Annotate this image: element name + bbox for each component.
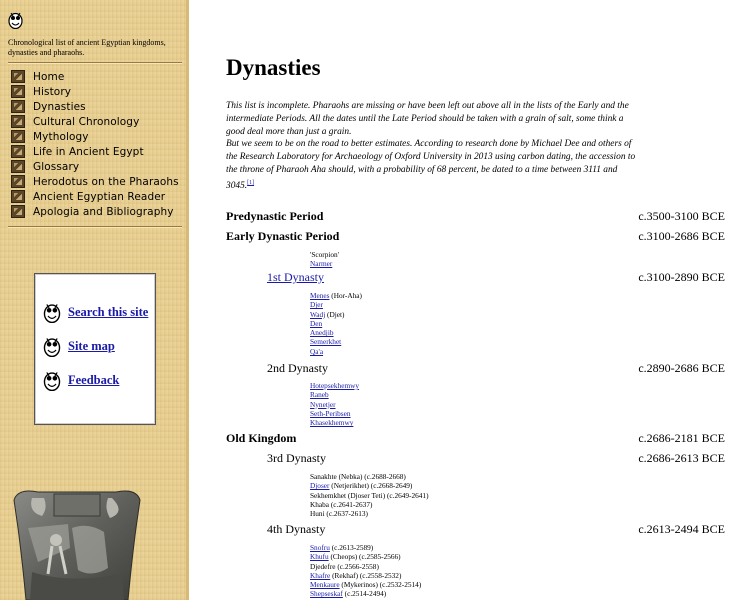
king-link[interactable]: Raneb bbox=[310, 390, 329, 400]
nav-bullet-icon bbox=[11, 145, 25, 158]
nav-link[interactable]: Glossary bbox=[33, 160, 80, 173]
king-link[interactable]: Seth-Peribsen bbox=[310, 408, 351, 418]
king-item[interactable] bbox=[310, 580, 421, 589]
period-name: Predynastic Period bbox=[226, 209, 324, 223]
king-link[interactable]: Shepseskaf bbox=[310, 589, 343, 599]
intro-paragraph-1: This list is incomplete. Pharaohs are missing or have been left out above all in the lists of the Early and the intermediate Periods. All the dates until the Late Period should be taken with a grain of salt, some think a good deal more than just a grain. bbox=[226, 101, 629, 137]
period-row-predynastic bbox=[226, 209, 729, 225]
king-item[interactable] bbox=[310, 409, 359, 418]
dynasty-date: c.2686-2613 BCE bbox=[638, 451, 725, 465]
king-item bbox=[310, 472, 429, 481]
king-text: (Netjerikhet) (c.2668-2649) bbox=[329, 481, 413, 491]
king-item[interactable] bbox=[310, 481, 429, 490]
king-text: (Cheops) (c.2585-2566) bbox=[328, 552, 401, 562]
sidebar-divider bbox=[8, 62, 182, 64]
period-date: c.3100-2686 BCE bbox=[638, 229, 725, 243]
king-text: (Hor-Aha) bbox=[329, 291, 362, 300]
king-item[interactable] bbox=[310, 319, 362, 328]
sidebar bbox=[0, 0, 189, 600]
king-text: Sanakhte (Nebka) (c.2688-2668) bbox=[310, 472, 406, 481]
search-site-item[interactable] bbox=[43, 301, 148, 323]
king-link[interactable]: Khasekhemwy bbox=[310, 418, 354, 428]
king-link[interactable]: Hotepsekhemwy bbox=[310, 381, 360, 390]
nav-bullet-icon bbox=[11, 100, 25, 113]
nav-link[interactable]: Cultural Chronology bbox=[33, 115, 140, 128]
nav-bullet-icon bbox=[11, 85, 25, 98]
king-item[interactable] bbox=[310, 300, 362, 309]
search-site-link[interactable]: Search this site bbox=[68, 304, 149, 319]
intro-paragraph-2 bbox=[226, 138, 636, 192]
dynasty-name: 3rd Dynasty bbox=[267, 451, 326, 465]
king-link[interactable]: Menes bbox=[310, 291, 330, 300]
king-link[interactable]: Menkaure bbox=[310, 580, 340, 590]
sidebar-item-home[interactable] bbox=[11, 69, 179, 84]
dynasty-date: c.2890-2686 BCE bbox=[638, 361, 725, 375]
dynasty-date: c.3100-2890 BCE bbox=[638, 270, 725, 284]
narmer-palette-image bbox=[8, 488, 146, 600]
king-item[interactable] bbox=[310, 390, 359, 399]
king-link[interactable]: Narmer bbox=[310, 259, 333, 269]
king-text: 'Scorpion' bbox=[310, 250, 339, 259]
site-map-item[interactable] bbox=[43, 335, 115, 357]
dynasty-row-4 bbox=[226, 522, 729, 538]
king-item[interactable] bbox=[310, 571, 421, 580]
sidebar-edge bbox=[186, 0, 189, 600]
footnote-link[interactable]: [1] bbox=[247, 179, 255, 186]
king-link[interactable]: Wadj bbox=[310, 309, 326, 319]
nav-link[interactable]: Ancient Egyptian Reader bbox=[33, 190, 166, 203]
dynasty-name: 4th Dynasty bbox=[267, 522, 326, 536]
king-item bbox=[310, 250, 339, 259]
king-link[interactable]: Anedjib bbox=[310, 328, 334, 338]
king-item[interactable] bbox=[310, 328, 362, 337]
king-item[interactable] bbox=[310, 400, 359, 409]
sidebar-item-apologia[interactable] bbox=[11, 204, 179, 219]
owl-icon bbox=[43, 369, 61, 391]
king-item[interactable] bbox=[310, 291, 362, 300]
king-text: (c.2613-2589) bbox=[329, 543, 374, 552]
dynasty-4-kings bbox=[310, 543, 421, 599]
sidebar-divider bbox=[8, 226, 182, 228]
nav-bullet-icon bbox=[11, 175, 25, 188]
period-name: Old Kingdom bbox=[226, 431, 297, 445]
sidebar-item-mythology[interactable] bbox=[11, 129, 179, 144]
nav-link[interactable]: Herodotus on the Pharaohs bbox=[33, 175, 179, 188]
king-text: Huni (c.2637-2613) bbox=[310, 509, 368, 519]
king-item[interactable] bbox=[310, 543, 421, 552]
king-item[interactable] bbox=[310, 418, 359, 427]
nav-bullet-icon bbox=[11, 160, 25, 173]
nav-link[interactable]: History bbox=[33, 85, 72, 98]
king-item[interactable] bbox=[310, 337, 362, 346]
main-content bbox=[226, 0, 731, 600]
king-item[interactable] bbox=[310, 381, 359, 390]
king-item[interactable] bbox=[310, 347, 362, 356]
period-date: c.2686-2181 BCE bbox=[638, 431, 725, 445]
king-link[interactable]: Den bbox=[310, 318, 323, 328]
king-item bbox=[310, 509, 429, 518]
nav-bullet-icon bbox=[11, 130, 25, 143]
king-text: (Rekhaf) (c.2558-2532) bbox=[330, 570, 402, 580]
dynasty-row-2 bbox=[226, 361, 729, 377]
site-map-link[interactable]: Site map bbox=[68, 338, 115, 353]
nav-link[interactable]: Home bbox=[33, 70, 65, 83]
king-link[interactable]: Semerkhet bbox=[310, 337, 342, 347]
site-description: Chronological list of ancient Egyptian kingdoms, dynasties and pharaohs. bbox=[8, 38, 166, 57]
dynasty-date: c.2613-2494 BCE bbox=[638, 522, 725, 536]
sidebar-item-dynasties[interactable] bbox=[11, 99, 179, 114]
intro-text bbox=[226, 100, 636, 193]
sidebar-item-history[interactable] bbox=[11, 84, 179, 99]
dynasty-link[interactable]: 1st Dynasty bbox=[267, 270, 324, 284]
king-text: Djedefre (c.2566-2558) bbox=[310, 561, 379, 571]
king-link[interactable]: Khufu bbox=[310, 552, 329, 562]
dynasty-name: 2nd Dynasty bbox=[267, 361, 328, 375]
feedback-link[interactable]: Feedback bbox=[68, 372, 120, 387]
king-item bbox=[310, 491, 429, 500]
dynasty-3-kings bbox=[310, 472, 429, 518]
king-item[interactable] bbox=[310, 589, 421, 598]
owl-icon bbox=[43, 335, 61, 357]
sidebar-item-life[interactable] bbox=[11, 144, 179, 159]
nav-link[interactable]: Dynasties bbox=[33, 100, 86, 113]
early-kings-list bbox=[310, 250, 339, 269]
dynasty-1-kings bbox=[310, 291, 362, 356]
king-item bbox=[310, 500, 429, 509]
king-item bbox=[310, 562, 421, 571]
period-row-early-dynastic bbox=[226, 229, 729, 245]
intro-paragraph-2-text: But we seem to be on the road to better estimates. According to research done by Michael Dee and others of the Research Laboratory for Archaeology of Oxford University in 2013 using carbon dating, the accession to the throne of Pharaoh Aha should, with a probability of 68 percent, be dated to a time between 3111 and 3045. bbox=[226, 139, 636, 191]
period-name: Early Dynastic Period bbox=[226, 229, 340, 243]
dynasty-row-1 bbox=[226, 270, 729, 286]
king-link[interactable]: Qa'a bbox=[310, 346, 324, 356]
king-link[interactable]: Snofru bbox=[310, 543, 330, 552]
king-text: (Mykerinos) (c.2532-2514) bbox=[339, 580, 422, 590]
nav-bullet-icon bbox=[11, 115, 25, 128]
king-item[interactable] bbox=[310, 552, 421, 561]
nav-link[interactable]: Life in Ancient Egypt bbox=[33, 145, 144, 158]
king-link[interactable]: Khafre bbox=[310, 570, 331, 580]
nav-bullet-icon bbox=[11, 70, 25, 83]
owl-logo-icon[interactable] bbox=[8, 10, 23, 29]
dynasty-2-kings bbox=[310, 381, 359, 427]
king-link[interactable]: Nynetjer bbox=[310, 399, 336, 409]
site-tools-box bbox=[34, 273, 156, 425]
period-row-old-kingdom bbox=[226, 431, 729, 447]
period-date: c.3500-3100 BCE bbox=[638, 209, 725, 223]
king-item[interactable] bbox=[310, 259, 339, 268]
nav-link[interactable]: Apologia and Bibliography bbox=[33, 205, 174, 218]
king-text: (c.2514-2494) bbox=[342, 589, 387, 599]
king-link[interactable]: Djoser bbox=[310, 481, 330, 491]
nav-bullet-icon bbox=[11, 190, 25, 203]
sidebar-item-reader[interactable] bbox=[11, 189, 179, 204]
sidebar-item-glossary[interactable] bbox=[11, 159, 179, 174]
feedback-item[interactable] bbox=[43, 369, 119, 391]
king-text: Khaba (c.2641-2637) bbox=[310, 499, 373, 509]
nav-link[interactable]: Mythology bbox=[33, 130, 89, 143]
sidebar-item-herodotus[interactable] bbox=[11, 174, 179, 189]
owl-icon bbox=[43, 301, 61, 323]
nav-bullet-icon bbox=[11, 205, 25, 218]
page-title: Dynasties bbox=[226, 55, 321, 80]
sidebar-nav bbox=[11, 69, 179, 219]
king-link[interactable]: Djer bbox=[310, 300, 323, 310]
king-item[interactable] bbox=[310, 310, 362, 319]
king-text: (Djet) bbox=[325, 309, 345, 319]
dynasty-row-3 bbox=[226, 451, 729, 467]
sidebar-item-cultural-chronology[interactable] bbox=[11, 114, 179, 129]
king-text: Sekhemkhet (Djoser Teti) (c.2649-2641) bbox=[310, 490, 429, 500]
